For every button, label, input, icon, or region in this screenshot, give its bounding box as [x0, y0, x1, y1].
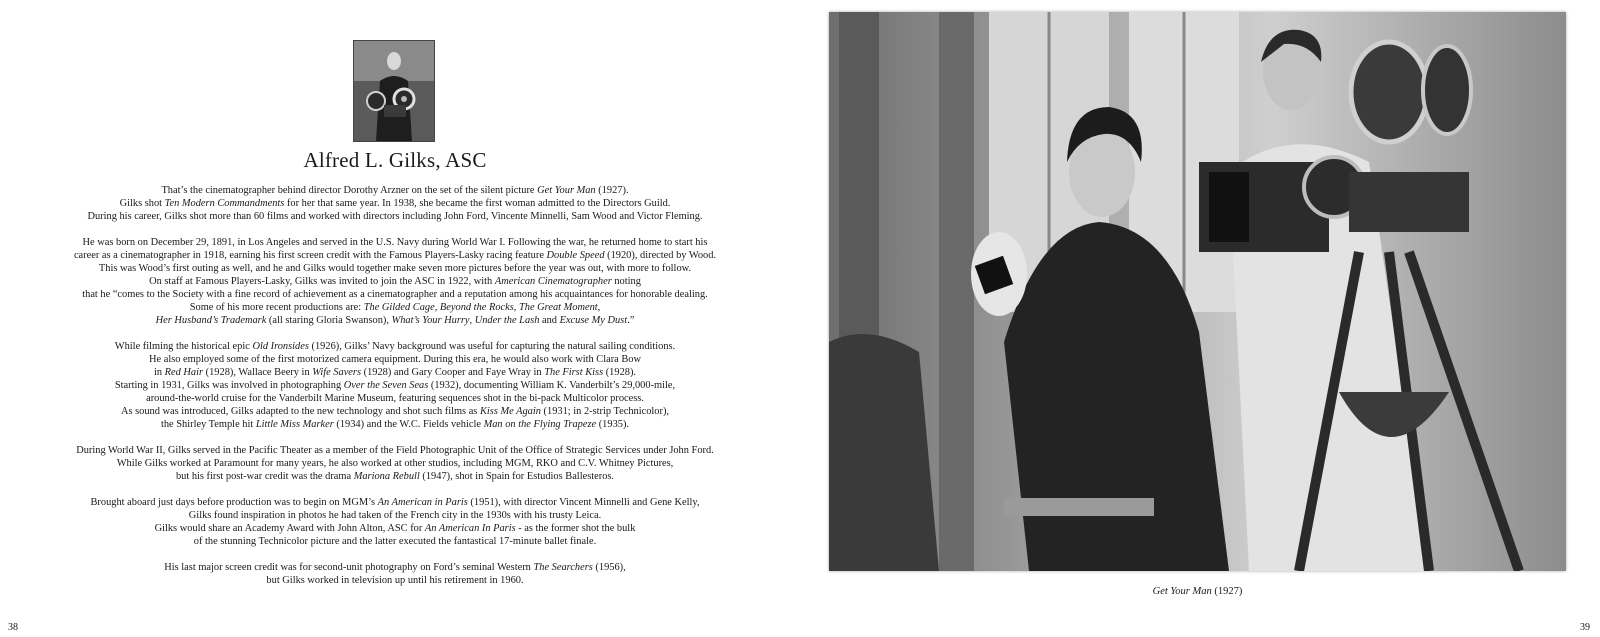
- text-run: Starting in 1931, Gilks was involved in photographing: [114, 380, 344, 391]
- text-run: (1928).: [603, 367, 637, 378]
- text-run: for her that same year. In 1938, she became the first woman admitted to the Directors Guild.: [284, 198, 671, 209]
- text-run: During World War II, Gilks served in the Pacific Theater as a member of the Field Photographic Unit of the Office of Strategic Services under John Ford.: [76, 445, 714, 456]
- text-run: He also employed some of the first motorized camera equipment. During this era, he would also work with Clara Bow: [149, 354, 641, 365]
- film-title: Double Speed: [546, 250, 605, 261]
- text-run: Gilks found inspiration in photos he had taken of the French city in the 1930s with his trusty Leica.: [188, 510, 602, 521]
- film-title: The Searchers: [533, 562, 593, 573]
- text-line: [20, 470, 770, 483]
- film-title: The First Kiss: [544, 367, 604, 378]
- film-title: Ten Modern Commandments: [164, 198, 285, 209]
- text-run: Gilks would share an Academy Award with John Alton, ASC for: [154, 523, 425, 534]
- caption-year: (1927): [1214, 586, 1243, 597]
- article-body: [20, 184, 770, 600]
- body-paragraph: [20, 561, 770, 587]
- text-line: [20, 262, 770, 275]
- film-title: Over the Seven Seas: [343, 380, 429, 391]
- article-title: Alfred L. Gilks, ASC: [303, 148, 487, 172]
- text-run: That’s the cinematographer behind director Dorothy Arzner on the set of the silent picture: [161, 185, 538, 196]
- text-line: [20, 457, 770, 470]
- text-run: (1932), documenting William K. Vanderbilt’s 29,000-mile,: [428, 380, 676, 391]
- film-title: The Great Moment: [518, 302, 598, 313]
- text-run: (1934) and the W.C. Fields vehicle: [333, 419, 484, 430]
- text-run: the Shirley Temple hit: [160, 419, 256, 430]
- film-title: Beyond the Rocks: [439, 302, 514, 313]
- film-title: Wife Savers: [312, 367, 362, 378]
- text-line: [20, 249, 770, 262]
- text-run: ,: [469, 315, 475, 326]
- text-line: [20, 522, 770, 535]
- text-line: [20, 509, 770, 522]
- text-run: (1928), Wallace Beery in: [203, 367, 313, 378]
- text-line: [20, 210, 770, 223]
- text-run: (1931; in 2-strip Technicolor),: [540, 406, 670, 417]
- text-run: (1951), with director Vincent Minnelli and Gene Kelly,: [467, 497, 700, 508]
- text-line: [20, 535, 770, 548]
- film-title: Get Your Man: [537, 185, 596, 196]
- film-title: An American In Paris: [424, 523, 516, 534]
- text-line: [20, 301, 770, 314]
- text-run: ,: [434, 302, 440, 313]
- text-run: As sound was introduced, Gilks adapted to the new technology and shot such films as: [120, 406, 480, 417]
- text-run: in: [153, 367, 165, 378]
- text-run: but Gilks worked in television up until his retirement in 1960.: [266, 575, 524, 586]
- text-line: [20, 444, 770, 457]
- text-run: career as a cinematographer in 1918, earning his first screen credit with the Famous Players-Lasky racing feature: [73, 250, 547, 261]
- text-run: - as the former shot the bulk: [515, 523, 636, 534]
- page-number-right: 39: [1580, 622, 1590, 633]
- text-run: Brought aboard just days before production was to begin on MGM’s: [90, 497, 378, 508]
- body-paragraph: [20, 184, 770, 223]
- text-run: (1928) and Gary Cooper and Faye Wray in: [361, 367, 545, 378]
- text-run: that he “comes to the Society with a fine record of achievement as a cinematographer and a reputation among his acquaintances for honorable dealing.: [82, 289, 708, 300]
- film-title: Kiss Me Again: [479, 406, 541, 417]
- film-title: Under the Lash: [474, 315, 540, 326]
- text-run: (1927).: [595, 185, 629, 196]
- film-title: What’s Your Hurry: [391, 315, 470, 326]
- text-line: [20, 275, 770, 288]
- text-line: [20, 236, 770, 249]
- text-line: [20, 366, 770, 379]
- text-run: While filming the historical epic: [114, 341, 253, 352]
- film-title: Her Husband’s Trademark: [155, 315, 267, 326]
- text-run: .”: [627, 315, 635, 326]
- film-title: Man on the Flying Trapeze: [483, 419, 597, 430]
- film-title: Red Hair: [164, 367, 204, 378]
- caption-title: Get Your Man: [1152, 586, 1212, 597]
- text-run: Some of his more recent productions are:: [189, 302, 364, 313]
- text-run: On staff at Famous Players-Lasky, Gilks was invited to join the ASC in 1922, with: [149, 276, 495, 287]
- text-line: [20, 184, 770, 197]
- body-paragraph: [20, 236, 770, 327]
- text-line: [20, 496, 770, 509]
- body-paragraph: [20, 340, 770, 431]
- photo-caption: [829, 586, 1566, 597]
- text-line: [20, 340, 770, 353]
- text-line: [20, 392, 770, 405]
- text-run: During his career, Gilks shot more than 60 films and worked with directors including John Ford, Vincente Minnelli, Sam Wood and Victor Fleming.: [87, 211, 703, 222]
- page-number-left: 38: [8, 622, 18, 633]
- portrait-thumbnail: [353, 40, 435, 142]
- text-run: (1920), directed by Wood.: [604, 250, 717, 261]
- text-run: While Gilks worked at Paramount for many years, he also worked at other studios, including MGM, RKO and C.V. Whitney Pictures,: [116, 458, 674, 469]
- text-run: His last major screen credit was for second-unit photography on Ford’s seminal Western: [164, 562, 534, 573]
- text-run: (all staring Gloria Swanson),: [266, 315, 392, 326]
- text-run: This was Wood’s first outing as well, and he and Gilks would together make seven more pictures before the year was out, with more to follow.: [98, 263, 692, 274]
- body-paragraph: [20, 444, 770, 483]
- body-paragraph: [20, 496, 770, 548]
- text-run: of the stunning Technicolor picture and the latter executed the fantastical 17-minute ballet finale.: [193, 536, 597, 547]
- text-line: [20, 288, 770, 301]
- text-run: (1935).: [596, 419, 630, 430]
- text-line: [20, 405, 770, 418]
- film-title: American Cinematographer: [494, 276, 612, 287]
- text-run: (1926), Gilks’ Navy background was useful for capturing the natural sailing conditions.: [308, 341, 676, 352]
- text-line: [20, 314, 770, 327]
- film-title: An American in Paris: [377, 497, 468, 508]
- text-line: [20, 574, 770, 587]
- text-line: [20, 379, 770, 392]
- text-run: around-the-world cruise for the Vanderbilt Marine Museum, featuring sequences shot in the bi-pack Multicolor process.: [146, 393, 644, 404]
- text-line: [20, 197, 770, 210]
- text-run: noting: [611, 276, 641, 287]
- film-title: Mariona Rebull: [353, 471, 420, 482]
- text-run: He was born on December 29, 1891, in Los Angeles and served in the U.S. Navy during World War I. Following the war, he returned home to start his: [82, 237, 708, 248]
- text-run: (1947), shot in Spain for Estudios Ballesteros.: [419, 471, 615, 482]
- text-run: and: [539, 315, 560, 326]
- text-run: (1956),: [592, 562, 626, 573]
- left-page: [0, 0, 790, 637]
- film-title: Little Miss Marker: [255, 419, 334, 430]
- film-title: The Gilded Cage: [363, 302, 435, 313]
- text-line: [20, 353, 770, 366]
- text-line: [20, 418, 770, 431]
- text-run: ,: [513, 302, 519, 313]
- film-still-photo: [829, 12, 1566, 571]
- text-run: ,: [597, 302, 601, 313]
- text-line: [20, 561, 770, 574]
- film-title: Excuse My Dust: [559, 315, 628, 326]
- text-run: Gilks shot: [119, 198, 165, 209]
- text-run: but his first post-war credit was the drama: [175, 471, 354, 482]
- film-title: Old Ironsides: [252, 341, 309, 352]
